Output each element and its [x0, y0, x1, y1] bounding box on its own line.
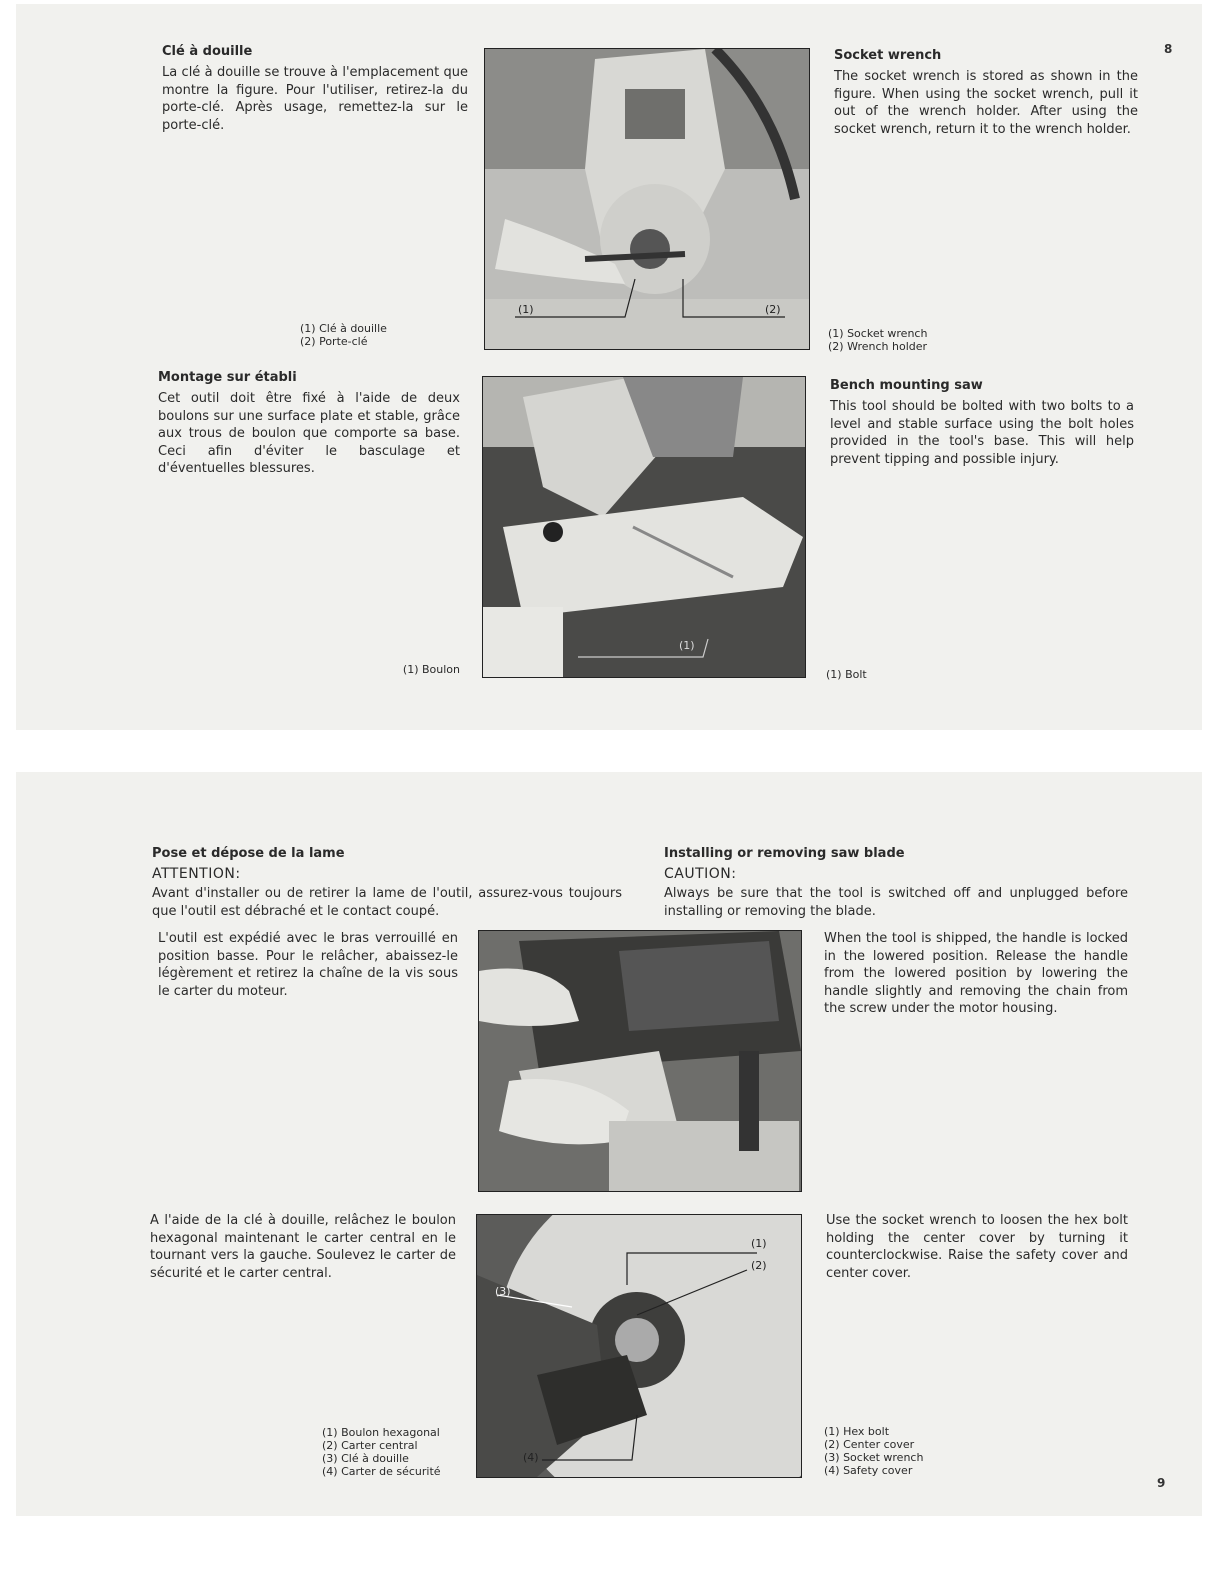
blade-photo-label-1: (1): [751, 1237, 767, 1250]
caption-en-safety-cover: (4) Safety cover: [824, 1464, 913, 1477]
blade-cover-illustration: [477, 1215, 801, 1477]
saw-blade-en-warning: Always be sure that the tool is switched off and unplugged before installing or removing the blade.: [664, 886, 1128, 919]
caption-fr-socket-wrench-2: (3) Clé à douille: [322, 1452, 409, 1465]
socket-wrench-en-captions: [828, 327, 1028, 353]
caption-fr-safety-cover: (4) Carter de sécurité: [322, 1465, 441, 1478]
shipped-fr-block: [158, 930, 458, 1000]
blade-photo-label-4: (4): [523, 1451, 539, 1464]
blade-photo-label-3: (3): [495, 1285, 511, 1298]
bench-mounting-en-body: This tool should be bolted with two bolts to a level and stable surface using the bolt holes provided in the tool's base. This will help prevent tipping and possible injury.: [830, 399, 1134, 467]
caption-fr-bolt: (1) Boulon: [402, 663, 460, 676]
socket-photo-label-2: (2): [765, 303, 781, 316]
hexbolt-fr-block: [150, 1212, 456, 1282]
shipped-en-block: [824, 930, 1128, 1018]
blade-en-captions: [824, 1425, 974, 1477]
socket-wrench-en-body: The socket wrench is stored as shown in the figure. When using the socket wrench, pull it out of the wrench holder. After using the socket wrench, return it to the wrench holder.: [834, 69, 1138, 137]
caption-en-socket-wrench: (1) Socket wrench: [828, 327, 928, 340]
caption-en-hex-bolt: (1) Hex bolt: [824, 1425, 890, 1438]
hexbolt-fr-text: A l'aide de la clé à douille, relâchez le boulon hexagonal maintenant le carter central en le tournant vers la gauche. Soulevez le carter de sécurité et le carter central.: [150, 1213, 456, 1281]
saw-blade-fr-warning: Avant d'installer ou de retirer la lame de l'outil, assurez-vous toujours que l'outil est débraché et le contact coupé.: [152, 886, 622, 919]
saw-blade-fr-heading: Pose et dépose de la lame: [152, 846, 345, 861]
blade-fr-captions: [322, 1426, 472, 1478]
caption-fr-hex-bolt: (1) Boulon hexagonal: [322, 1426, 440, 1439]
caption-en-center-cover: (2) Center cover: [824, 1438, 915, 1451]
handle-chain-illustration: [479, 931, 801, 1191]
socket-wrench-fr-section: [162, 44, 468, 134]
bench-en-caption-wrap: [826, 668, 946, 681]
blade-photo-label-2: (2): [751, 1259, 767, 1272]
handle-chain-photo: [478, 930, 802, 1192]
saw-blade-en-section: [664, 846, 1128, 920]
socket-wrench-fr-heading: Clé à douille: [162, 44, 253, 59]
hexbolt-en-text: Use the socket wrench to loosen the hex bolt holding the center cover by turning it counterclockwise. Raise the safety cover and center cover.: [826, 1213, 1128, 1281]
socket-wrench-en-section: [834, 48, 1138, 138]
bench-mounting-illustration: [483, 377, 805, 677]
caption-en-socket-wrench-2: (3) Socket wrench: [824, 1451, 924, 1464]
page-number-top: 8: [1164, 42, 1173, 56]
socket-wrench-illustration: [485, 49, 809, 349]
bench-photo-label-1: (1): [679, 639, 695, 652]
shipped-fr-text: L'outil est expédié avec le bras verrouillé en position basse. Pour le relâcher, abaissez-le légèrement et retirez la chaîne de la vis sous le carter du moteur.: [158, 931, 458, 999]
bench-fr-caption-wrap: [340, 663, 460, 676]
saw-blade-fr-section: [152, 846, 622, 920]
socket-photo-label-1: (1): [518, 303, 534, 316]
attention-label: ATTENTION:: [152, 866, 241, 882]
socket-wrench-en-heading: Socket wrench: [834, 48, 942, 63]
caution-label: CAUTION:: [664, 866, 737, 882]
bench-mounting-en-section: [830, 378, 1134, 468]
caption-fr-socket-wrench: (1) Clé à douille: [300, 322, 387, 335]
caption-fr-wrench-holder: (2) Porte-clé: [300, 335, 368, 348]
caption-en-bolt: (1) Bolt: [826, 668, 867, 681]
bench-mounting-fr-heading: Montage sur établi: [158, 370, 297, 385]
bench-mounting-fr-body: Cet outil doit être fixé à l'aide de deux boulons sur une surface plate et stable, grâce aux trous de boulon que comporte sa base. Ceci afin d'éviter le basculage et d'éventuelles blessures.: [158, 391, 460, 476]
bench-mounting-en-heading: Bench mounting saw: [830, 378, 983, 393]
saw-blade-en-heading: Installing or removing saw blade: [664, 846, 905, 861]
page-number-bottom: 9: [1157, 1476, 1166, 1490]
socket-wrench-fr-body: La clé à douille se trouve à l'emplacement que montre la figure. Pour l'utiliser, retirez-la du porte-clé. Après usage, remettez-la sur le porte-clé.: [162, 65, 468, 133]
socket-wrench-fr-captions: [300, 322, 464, 348]
caption-en-wrench-holder: (2) Wrench holder: [828, 340, 928, 353]
bench-mounting-fr-section: [158, 370, 460, 478]
shipped-en-text: When the tool is shipped, the handle is locked in the lowered position. Release the handle from the lowered position by lowering the handle slightly and removing the chain from the screw under the motor housing.: [824, 931, 1128, 1016]
socket-wrench-photo: [484, 48, 810, 350]
hexbolt-en-block: [826, 1212, 1128, 1282]
caption-fr-center-cover: (2) Carter central: [322, 1439, 418, 1452]
blade-cover-photo: [476, 1214, 802, 1478]
bench-mounting-photo: [482, 376, 806, 678]
